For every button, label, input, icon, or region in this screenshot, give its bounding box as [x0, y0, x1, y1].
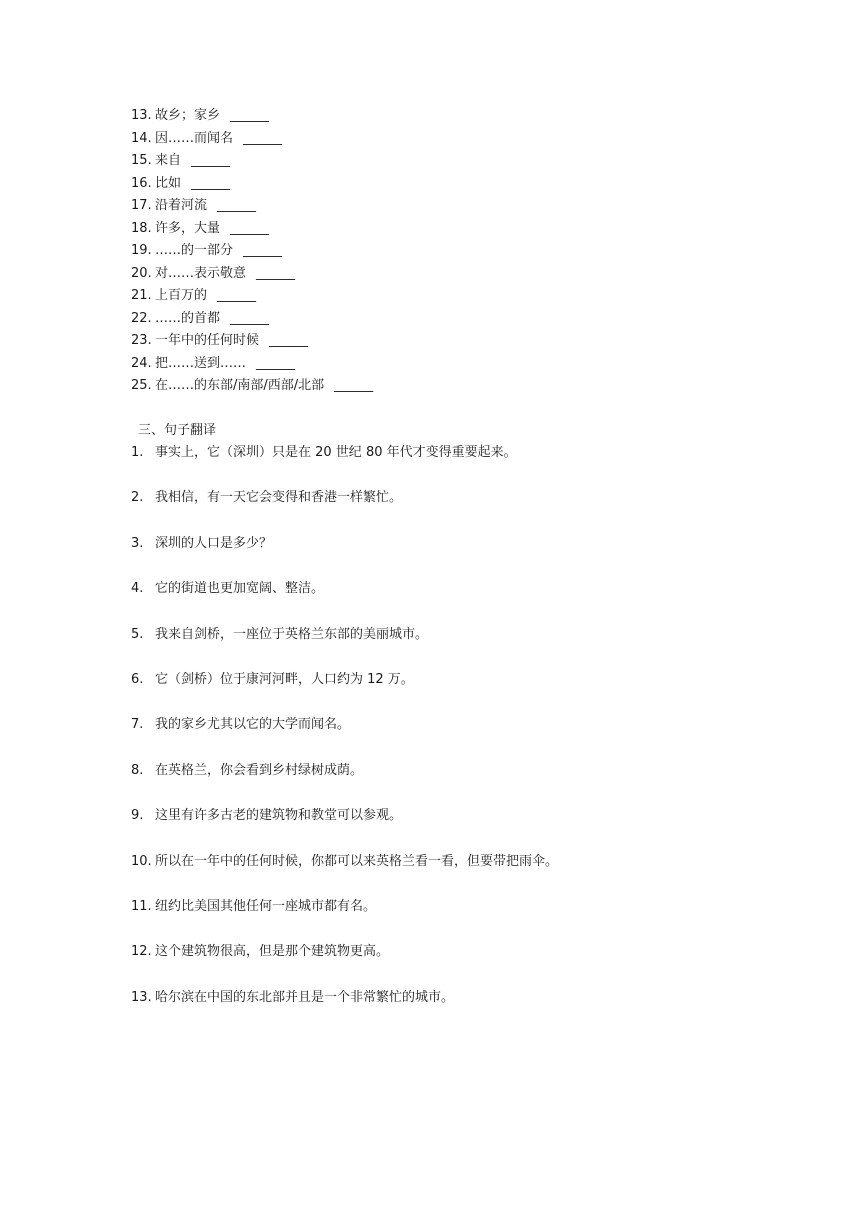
item-number: 9.: [131, 808, 144, 824]
sentence-text: 它（剑桥）位于康河河畔，人口约为 12 万。: [155, 671, 414, 687]
item-text: 一年中的任何时候: [155, 333, 260, 348]
vocab-list: [131, 107, 373, 400]
sentence-text: 纽约比美国其他任何一座城市都有名。: [155, 898, 377, 914]
answer-blank: ______: [243, 130, 283, 146]
item-number: 13.: [131, 989, 152, 1005]
answer-blank: ______: [191, 175, 231, 191]
sentence-item: [131, 489, 558, 534]
vocab-item: [131, 152, 373, 175]
vocab-item: [131, 220, 373, 243]
vocab-item: [131, 377, 373, 400]
item-text: 对……表示敬意: [155, 265, 247, 281]
sentence-item: [131, 762, 558, 807]
answer-blank: ______: [230, 108, 270, 123]
sentence-item: [131, 535, 558, 580]
item-text: 许多，大量: [155, 220, 221, 236]
sentence-list: [131, 444, 558, 1034]
sentence-text: 它的街道也更加宽阔、整洁。: [155, 581, 325, 597]
item-number: 13.: [131, 108, 152, 123]
answer-blank: ______: [230, 310, 270, 326]
vocab-item: [131, 265, 373, 288]
sentence-item: [131, 671, 558, 716]
sentence-item: [131, 716, 558, 761]
item-number: 11.: [131, 898, 152, 914]
sentence-text: 深圳的人口是多少？: [155, 535, 273, 551]
item-number: 12.: [131, 944, 152, 960]
answer-blank: ______: [230, 220, 270, 236]
item-number: 18.: [131, 220, 152, 236]
item-number: 10.: [131, 853, 152, 869]
sentence-text: 这里有许多古老的建筑物和教堂可以参观。: [155, 808, 403, 824]
item-text: ……的首都: [155, 310, 221, 326]
item-text: 因……而闻名: [155, 130, 234, 146]
item-number: 7.: [131, 717, 144, 733]
item-number: 17.: [131, 198, 152, 213]
answer-blank: ______: [269, 333, 309, 348]
item-number: 8.: [131, 762, 144, 778]
vocab-item: [131, 355, 373, 378]
sentence-item: [131, 989, 558, 1034]
answer-blank: ______: [334, 378, 374, 393]
sentence-text: 所以在一年中的任何时候，你都可以来英格兰看一看，但要带把雨伞。: [155, 853, 559, 869]
section-heading: 三、句子翻译: [138, 423, 217, 438]
item-number: 21.: [131, 288, 152, 303]
sentence-item: [131, 943, 558, 988]
item-number: 15.: [131, 153, 152, 168]
vocab-item: [131, 175, 373, 198]
sentence-text: 事实上，它（深圳）只是在 20 世纪 80 年代才变得重要起来。: [155, 445, 517, 460]
vocab-item: [131, 310, 373, 333]
sentence-item: [131, 580, 558, 625]
sentence-text: 这个建筑物很高，但是那个建筑物更高。: [155, 944, 390, 960]
item-number: 22.: [131, 310, 152, 326]
sentence-item: [131, 853, 558, 898]
item-text: 沿着河流: [155, 198, 208, 213]
item-number: 24.: [131, 355, 152, 371]
answer-blank: ______: [217, 288, 257, 303]
sentence-item: [131, 898, 558, 943]
vocab-item: [131, 107, 373, 130]
item-text: 把……送到……: [155, 355, 247, 371]
answer-blank: ______: [256, 265, 296, 281]
sentence-text: 在英格兰，你会看到乡村绿树成荫。: [155, 762, 364, 778]
item-number: 16.: [131, 175, 152, 191]
sentence-item: [131, 807, 558, 852]
sentence-text: 哈尔滨在中国的东北部并且是一个非常繁忙的城市。: [155, 989, 455, 1005]
answer-blank: ______: [243, 243, 283, 258]
item-number: 2.: [131, 490, 144, 506]
vocab-item: [131, 332, 373, 355]
answer-blank: ______: [191, 153, 231, 168]
item-number: 3.: [131, 535, 144, 551]
vocab-item: [131, 130, 373, 153]
vocab-item: [131, 287, 373, 310]
sentence-text: 我来自剑桥，一座位于英格兰东部的美丽城市。: [155, 626, 429, 642]
item-text: 比如: [155, 175, 182, 191]
sentence-text: 我相信，有一天它会变得和香港一样繁忙。: [155, 490, 403, 506]
item-number: 6.: [131, 671, 144, 687]
answer-blank: ______: [217, 198, 257, 213]
item-number: 14.: [131, 130, 152, 146]
vocab-item: [131, 242, 373, 265]
item-text: ……的一部分: [155, 243, 234, 258]
item-number: 5.: [131, 626, 144, 642]
vocab-item: [131, 197, 373, 220]
item-text: 上百万的: [155, 288, 208, 303]
item-text: 来自: [155, 153, 182, 168]
item-number: 25.: [131, 378, 152, 393]
item-number: 23.: [131, 333, 152, 348]
sentence-item: [131, 626, 558, 671]
item-number: 1.: [131, 445, 144, 460]
answer-blank: ______: [256, 355, 296, 371]
sentence-text: 我的家乡尤其以它的大学而闻名。: [155, 717, 351, 733]
item-text: 故乡；家乡: [155, 108, 221, 123]
item-text: 在……的东部/南部/西部/北部: [155, 378, 325, 393]
item-number: 20.: [131, 265, 152, 281]
sentence-item: [131, 444, 558, 489]
item-number: 19.: [131, 243, 152, 258]
item-number: 4.: [131, 581, 144, 597]
